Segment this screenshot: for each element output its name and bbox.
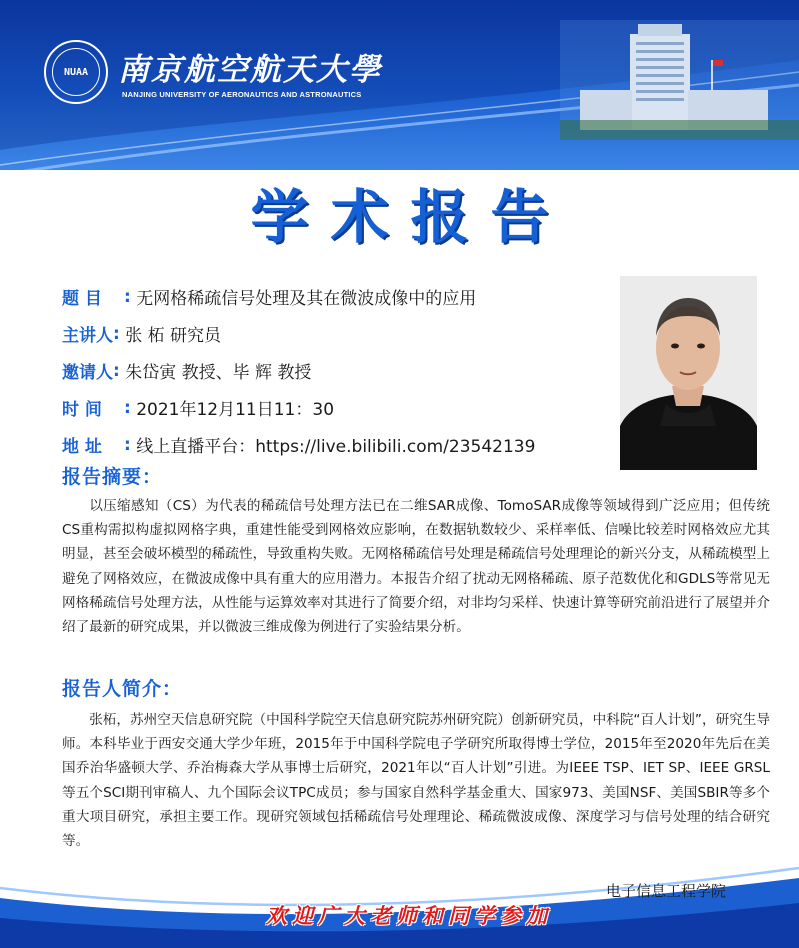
speaker-photo bbox=[620, 276, 757, 470]
info-row-time: 时 间 : 2021年12月11日11：30 bbox=[62, 389, 622, 426]
page-title: 学术报告 bbox=[250, 183, 571, 251]
info-row-location: 地 址 : 线上直播平台：https://live.bilibili.com/23542139 bbox=[62, 426, 622, 463]
university-seal-logo bbox=[44, 40, 108, 104]
college-name: 电子信息工程学院 bbox=[606, 882, 727, 900]
info-row-speaker: 主讲人 : 张 柘 研究员 bbox=[62, 315, 622, 352]
inviter-label: 邀请人 bbox=[62, 363, 113, 383]
topic-label-b: 目 bbox=[84, 289, 102, 309]
location-value[interactable]: 线上直播平台：https://live.bilibili.com/23542139 bbox=[136, 437, 536, 457]
speaker-value: 张 柘 研究员 bbox=[125, 326, 222, 346]
speaker-portrait-icon bbox=[620, 276, 757, 470]
time-label-b: 间 bbox=[84, 400, 102, 420]
university-name-en: NANJING UNIVERSITY OF AERONAUTICS AND ASTRONAUTICS bbox=[122, 90, 362, 99]
bio-text: 张柘，苏州空天信息研究院（中国科学院空天信息研究院苏州研究院）创新研究员，中科院“百人计划”，研究生导师。本科毕业于西安交通大学少年班，2015年于中国科学院电子学研究所取得博士学位，2015年至2020年先后在美国乔治华盛顿大学、乔治梅森大学从事博士后研究，2021年以“百人计划”引进。为IEEE TSP、IET SP、IEEE GRSL等五个SCI期刊审稿人、九个国际会议TPC成员；参与国家自然科学基金重大、国家973、美国NSF、美国SBIR等多个重大项目研究，承担主要工作。现研究领域包括稀疏信号处理理论、稀疏微波成像、深度学习与信号处理的结合研究等。 bbox=[62, 712, 770, 850]
university-name: 南京航空航天大學 bbox=[118, 52, 382, 88]
abstract-text: 以压缩感知（CS）为代表的稀疏信号处理方法已在二维SAR成像、TomoSAR成像等领域得到广泛应用；但传统CS重构需拟构虚拟网格字典，重建性能受到网格效应影响，在数据轨数较少、采样率低、信噪比较差时网格效应尤其明显，甚至会破坏模型的稀疏性，导致重构失败。无网格稀疏信号处理是稀疏信号处理理论的新兴分支，从稀疏模型上避免了网格效应，在微波成像中具有重大的应用潜力。本报告介绍了扰动无网格稀疏、原子范数优化和GDLS等常见无网格稀疏信号处理方法，从性能与运算效率对其进行了简要介绍，对非均匀采样、快速计算等研究前沿进行了展望并介绍了最新的研究成果，并以微波三维成像为例进行了实验结果分析。 bbox=[62, 498, 770, 636]
location-label-b: 址 bbox=[84, 437, 102, 457]
header-banner bbox=[0, 0, 799, 170]
welcome-slogan: 欢迎广大老师和同学参加 bbox=[266, 903, 552, 928]
talk-info bbox=[62, 278, 622, 463]
time-label-a: 时 bbox=[62, 400, 79, 420]
bio-heading: 报告人简介： bbox=[62, 678, 183, 700]
topic-label-a: 题 bbox=[62, 289, 79, 309]
topic-value: 无网格稀疏信号处理及其在微波成像中的应用 bbox=[136, 289, 477, 309]
seal-text: NUAA bbox=[63, 66, 89, 78]
location-label bbox=[62, 432, 124, 457]
topic-label bbox=[62, 284, 124, 309]
abstract-heading: 报告摘要： bbox=[62, 466, 163, 488]
time-value: 2021年12月11日11：30 bbox=[136, 400, 335, 420]
inviter-value: 朱岱寅 教授、毕 辉 教授 bbox=[125, 363, 312, 383]
info-row-inviter: 邀请人 : 朱岱寅 教授、毕 辉 教授 bbox=[62, 352, 622, 389]
location-label-a: 地 bbox=[62, 437, 79, 457]
info-row-topic: 题 目 : 无网格稀疏信号处理及其在微波成像中的应用 bbox=[62, 278, 622, 315]
speaker-label: 主讲人 bbox=[62, 326, 113, 346]
campus-building-image bbox=[560, 20, 799, 140]
time-label bbox=[62, 395, 124, 420]
